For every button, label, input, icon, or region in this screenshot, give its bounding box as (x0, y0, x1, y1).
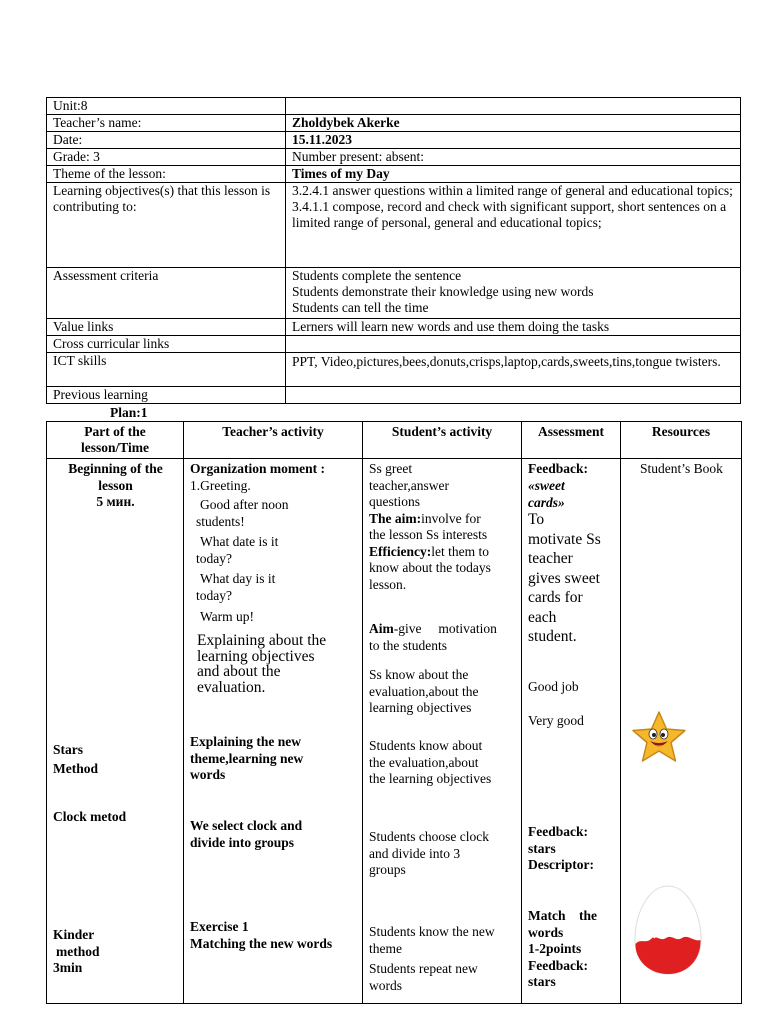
greet-line-3: questions (369, 494, 421, 509)
student-column (363, 459, 522, 1004)
cross-value (286, 336, 741, 353)
plan-header-row (47, 422, 742, 459)
motivate-line-5: cards for (528, 589, 583, 606)
previous-label: Previous learning (47, 387, 286, 404)
feedback-label-3: Feedback: (528, 957, 588, 973)
explaining-line-4: evaluation. (197, 678, 266, 696)
new-theme-block (190, 734, 357, 784)
ict-label: ICT skills (47, 353, 286, 387)
explaining-line-1: Explaining about the (197, 632, 327, 649)
good-afternoon-line-2: students! (196, 513, 245, 529)
very-good: Very good (528, 713, 584, 728)
motivate-line-4: gives sweet (528, 569, 600, 587)
what-day-line-2: today? (196, 587, 232, 603)
header-student: Student’s activity (363, 422, 522, 459)
explaining-block (197, 633, 357, 695)
greet-line-1: Ss greet (369, 461, 413, 476)
grade-label: Grade: 3 (47, 149, 286, 166)
value-label: Value links (47, 319, 286, 336)
unit-label: Unit:8 (47, 98, 286, 115)
exercise-task: Matching the new words (190, 935, 333, 951)
greeting: 1.Greeting. (190, 478, 251, 493)
clock-activity-line-2: and divide into 3 (369, 845, 461, 861)
previous-row (47, 387, 741, 404)
clock-activity-line-3: groups (369, 862, 406, 877)
motivate-line-3: teacher (528, 550, 573, 567)
sweet-cards-label (528, 478, 615, 511)
beginning-line-2: lesson (98, 477, 133, 493)
criterion-2: Students demonstrate their knowledge using new words (292, 284, 594, 299)
aim-label: The aim: (369, 510, 422, 526)
aim2-text: -give motivation (393, 621, 497, 636)
plan-label: Plan:1 (110, 405, 148, 420)
motivate-line-1: To (528, 511, 545, 528)
good-afternoon-line-1: Good after noon (200, 497, 289, 512)
match-block (528, 908, 615, 991)
aim-text-2: the lesson Ss interests (369, 527, 488, 542)
clock-activity-line-1: Students choose clock (369, 829, 489, 844)
objective-2: 3.4.1.1 compose, record and check with significant support, short sentences on a limited range of personal, general and educational topics; (292, 199, 727, 230)
new-theme-line-3: words (190, 767, 226, 782)
objectives-row (47, 183, 741, 268)
know-line-3: learning objectives (369, 700, 472, 715)
stars-activity-line-3: the learning objectives (369, 771, 492, 786)
clock-select-line-2: divide into groups (190, 834, 295, 850)
teacher-row (47, 115, 741, 132)
teacher-label: Teacher’s name: (47, 115, 286, 132)
value-value: Lerners will learn new words and use them doing the tasks (286, 319, 741, 336)
cross-label: Cross curricular links (47, 336, 286, 353)
stars-label: Stars (53, 742, 83, 757)
explaining-line-2: learning objectives (197, 647, 315, 665)
efficiency-text: let them to (431, 543, 489, 559)
stars-feedback-value: stars (528, 840, 556, 856)
motivate-line-6: each (528, 608, 557, 626)
know-line-2: evaluation,about the (369, 683, 479, 699)
kinder-activity-line-4: words (369, 977, 402, 993)
know-line-1: Ss know about the (369, 667, 469, 682)
exercise-title: Exercise 1 (190, 919, 249, 934)
feedback-label-1: Feedback: (528, 461, 588, 476)
unit-value (286, 98, 741, 115)
plan-body-row (47, 459, 742, 1004)
date-label: Date: (47, 132, 286, 149)
aim2-text-2: to the students (369, 637, 447, 653)
kinder-label: Kinder (53, 927, 95, 942)
ict-row (47, 353, 741, 387)
date-value: 15.11.2023 (286, 132, 741, 149)
stars-activity-line-1: Students know about (369, 738, 483, 753)
clock-select-block (190, 818, 357, 851)
students-book: Student’s Book (640, 461, 723, 476)
what-date (190, 534, 357, 567)
header-assessment: Assessment (522, 422, 621, 459)
assessment-column (522, 459, 621, 1004)
kinder-method-label: method (56, 943, 100, 959)
grade-row (47, 149, 741, 166)
what-day-line-1: What day is it (200, 571, 276, 586)
beginning-block (53, 461, 178, 511)
stars-activity-line-2: the evaluation,about (369, 754, 479, 770)
star-face-icon (629, 709, 689, 767)
lesson-info-table (46, 97, 741, 404)
objective-1: 3.2.4.1 answer questions within a limited range of general and educational topics; (292, 183, 733, 198)
unit-row (47, 98, 741, 115)
kinder-egg-icon (632, 884, 704, 976)
header-resources: Resources (621, 422, 742, 459)
descriptor-label: Descriptor: (528, 857, 594, 872)
aim2-line (369, 621, 516, 638)
match-line-2: words (528, 924, 564, 940)
stars-activity-block (369, 738, 516, 788)
theme-value: Times of my Day (286, 166, 741, 183)
aim-line (369, 511, 516, 528)
beginning-time: 5 мин. (96, 494, 135, 509)
part-column (47, 459, 184, 1004)
objectives-label: Learning objectives(s) that this lesson is contributing to: (47, 183, 286, 268)
clock-select-line-1: We select clock and (190, 818, 303, 833)
kinder-activity-line-2: theme (369, 940, 402, 956)
what-day (190, 571, 357, 604)
new-theme-line-1: Explaining the new (190, 734, 302, 749)
teacher-column (184, 459, 363, 1004)
stars-method-block (53, 742, 178, 777)
organization-moment: Organization moment : (190, 461, 325, 476)
efficiency-text-2: know about the todays (369, 560, 491, 575)
stars-method-label: Method (53, 760, 98, 776)
lesson-plan-table (46, 421, 742, 1004)
theme-label: Theme of the lesson: (47, 166, 286, 183)
kinder-time: 3min (53, 960, 83, 975)
header-teacher: Teacher’s activity (184, 422, 363, 459)
cross-row (47, 336, 741, 353)
sweet-cards-line-2: cards» (528, 494, 565, 510)
clock-activity-block (369, 829, 516, 879)
stars-feedback-value-2: stars (528, 974, 556, 989)
exercise-block (190, 919, 357, 952)
clock-method-label: Clock metod (53, 809, 127, 824)
previous-value (286, 387, 741, 404)
good-afternoon (190, 497, 357, 530)
resources-column (621, 459, 742, 1004)
value-row (47, 319, 741, 336)
what-date-line-1: What date is it (200, 534, 279, 549)
aim-text: involve for (421, 510, 481, 526)
new-theme-line-2: theme,learning new (190, 750, 304, 766)
feedback-label-2: Feedback: (528, 824, 588, 839)
motivate-line-7: student. (528, 628, 577, 645)
match-line-1: Match the (528, 908, 597, 923)
efficiency-text-3: lesson. (369, 576, 407, 592)
assessment-value (286, 268, 741, 319)
know-block (369, 667, 516, 717)
what-date-line-2: today? (196, 550, 232, 566)
kinder-activity-line-1: Students know the new (369, 924, 495, 939)
assessment-row (47, 268, 741, 319)
objectives-value (286, 183, 741, 268)
criterion-1: Students complete the sentence (292, 268, 462, 283)
explaining-line-3: and about the (197, 663, 281, 680)
motivate-line-2: motivate Ss (528, 530, 601, 548)
match-points: 1-2points (528, 941, 582, 956)
greet-line-2: teacher,answer (369, 477, 450, 493)
kinder-method-block (53, 927, 178, 977)
aim2-label: Aim (369, 621, 394, 636)
criterion-3: Students can tell the time (292, 300, 429, 315)
efficiency-line (369, 544, 516, 561)
assessment-label: Assessment criteria (47, 268, 286, 319)
stars-feedback-block (528, 824, 615, 874)
motivate-block (528, 510, 615, 647)
attendance-value: Number present: absent: (286, 149, 741, 166)
teacher-name: Zholdybek Akerke (286, 115, 741, 132)
header-part: Part of the lesson/Time (47, 422, 184, 459)
good-job: Good job (528, 679, 579, 694)
warm-up: Warm up! (200, 609, 255, 624)
theme-row (47, 166, 741, 183)
beginning-line-1: Beginning of the (68, 461, 163, 476)
ict-value: PPT, Video,pictures,bees,donuts,crisps,laptop,cards,sweets,tins,tongue twisters. (286, 353, 741, 387)
greet-block (369, 461, 516, 593)
kinder-activity-line-3: Students repeat new (369, 961, 478, 976)
efficiency-label: Efficiency: (369, 543, 432, 559)
date-row (47, 132, 741, 149)
aim2-block (369, 621, 516, 654)
sweet-cards-line-1: «sweet (528, 478, 565, 493)
kinder-activity-block (369, 924, 516, 994)
